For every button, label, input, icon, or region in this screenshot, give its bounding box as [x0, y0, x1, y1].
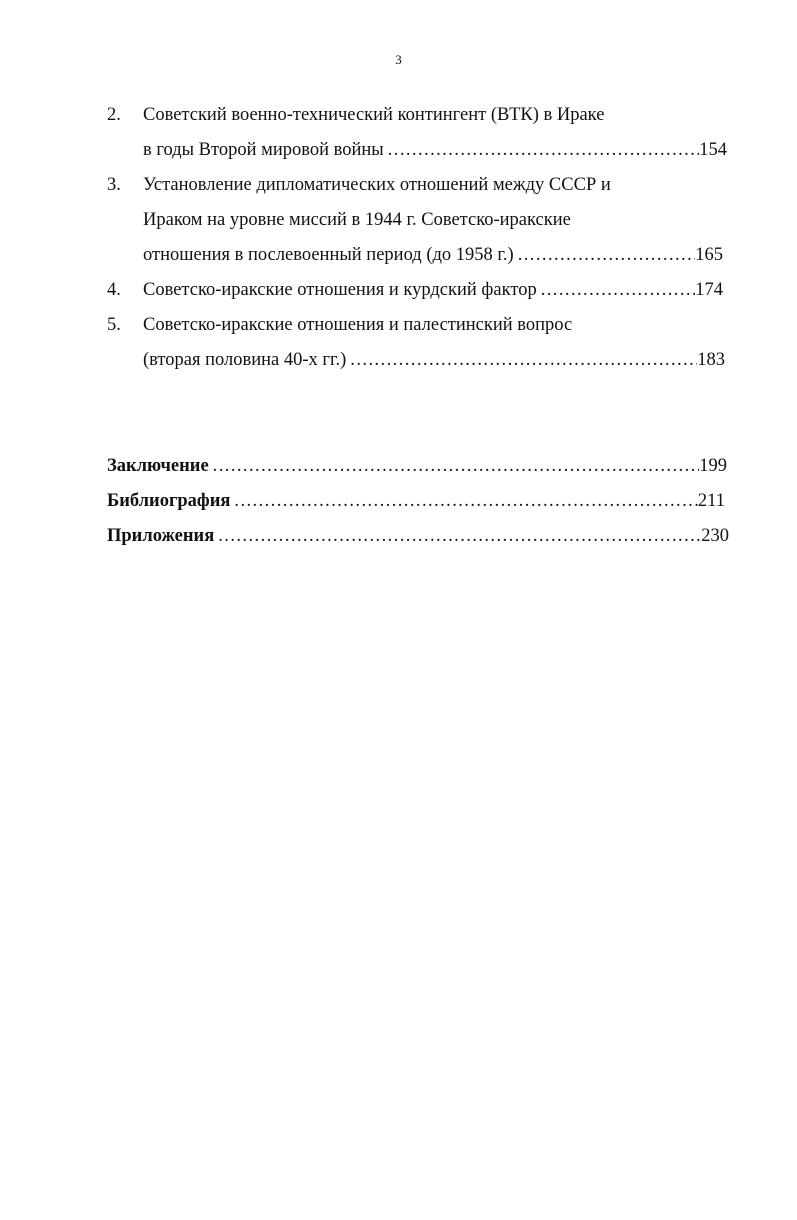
toc-entry-page: 183 — [697, 350, 725, 370]
toc-entry-number: 4. — [107, 280, 121, 300]
toc-entry-last-line — [143, 343, 725, 377]
dot-leader — [209, 449, 700, 483]
toc-section-title: Приложения — [107, 526, 215, 546]
toc-section-title: Библиография — [107, 491, 231, 511]
toc-entry-title-line: отношения в послевоенный период (до 1958 г.) — [143, 245, 514, 265]
toc-entry-title-line: в годы Второй мировой войны — [143, 140, 384, 160]
toc-section-page: 230 — [701, 526, 729, 546]
toc-entry-last-line — [143, 133, 727, 167]
toc-entry-number: 5. — [107, 315, 121, 335]
dot-leader — [384, 133, 700, 167]
toc-entry-title-line: (вторая половина 40-х гг.) — [143, 350, 347, 370]
toc-entry-page: 165 — [695, 245, 723, 265]
toc-section-page: 211 — [697, 491, 725, 511]
toc-entry-last-line — [143, 273, 723, 307]
toc-section-title: Заключение — [107, 456, 209, 476]
toc-entry-page: 174 — [695, 280, 723, 300]
dot-leader — [537, 273, 696, 307]
page-number: 3 — [395, 52, 402, 67]
toc-section-conclusion — [107, 449, 727, 483]
toc-entry-title-line: Ираком на уровне миссий в 1944 г. Советско-иракские — [143, 210, 571, 230]
dot-leader — [230, 484, 698, 518]
dot-leader — [514, 238, 696, 272]
toc-entry-title-line: Советско-иракские отношения и курдский фактор — [143, 280, 537, 300]
toc-section-page: 199 — [699, 456, 727, 476]
toc-entry-title-line: Установление дипломатических отношений между СССР и — [143, 175, 611, 195]
toc-entry-number: 2. — [107, 105, 121, 125]
dot-leader — [346, 343, 697, 377]
toc-entry-title-line: Советский военно-технический контингент (ВТК) в Ираке — [143, 105, 605, 125]
dot-leader — [214, 519, 701, 553]
toc-section-appendices — [107, 519, 729, 553]
toc-section-bibliography — [107, 484, 725, 518]
toc-entry-page: 154 — [699, 140, 727, 160]
toc-entry-number: 3. — [107, 175, 121, 195]
toc-entry-title-line: Советско-иракские отношения и палестинский вопрос — [143, 315, 573, 335]
toc-entry-last-line — [143, 238, 723, 272]
